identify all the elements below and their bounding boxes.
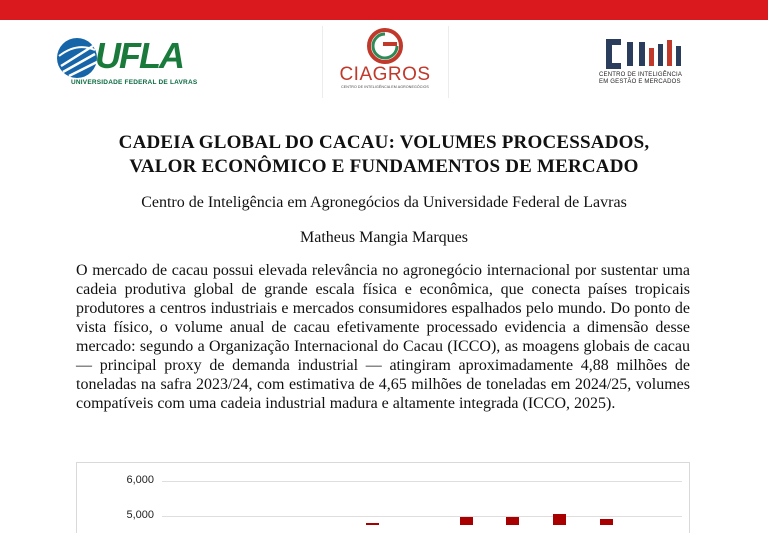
ciagros-wordmark: CIAGROS	[339, 64, 431, 85]
header-divider	[448, 26, 449, 98]
document-author: Matheus Mangia Marques	[300, 229, 468, 246]
ufla-name: UNIVERSIDADE FEDERAL DE LAVRAS	[71, 79, 198, 86]
chart-bar	[600, 519, 613, 525]
title-line-2: VALOR ECONÔMICO E FUNDAMENTOS DE MERCADO	[129, 156, 639, 177]
ufla-wordmark: UFLA	[95, 35, 183, 76]
document-title	[60, 131, 708, 179]
body-paragraph: O mercado de cacau possui elevada relevância no agronegócio internacional por sustentar uma cadeia produtiva global de grande escala física e econômica, que conecta países tropicais produtores a centros industriais e mercados consumidores espalhados pelo mundo. Do ponto de vista físico, o volume anual de cacau efetivamente processado evidencia a dimensão desse mercado: segundo a Organização Internacional do Cacau (ICCO), as moagens globais de cacau — principal proxy de demanda industrial — atingiram aproximadamente 4,88 milhões de toneladas na safra 2023/24, com estimativa de 4,65 milhões de toneladas em 2024/25, volumes compatíveis com uma cadeia industrial madura e altamente integrada (ICCO, 2025).	[76, 262, 690, 412]
ciagros-logo	[330, 28, 440, 92]
chart-bar	[553, 514, 566, 525]
cim-subtitle	[599, 72, 682, 86]
cim-subtitle-line1: CENTRO DE INTELIGÊNCIA	[599, 72, 683, 78]
header-divider	[322, 26, 323, 98]
chart-bar	[506, 517, 519, 525]
chart-bar	[460, 517, 473, 525]
cim-subtitle-line2: EM GESTÃO E MERCADOS	[599, 79, 681, 85]
ciagros-subtitle: CENTRO DE INTELIGÊNCIA EM AGRONEGÓCIOS	[341, 85, 429, 89]
document-subtitle: Centro de Inteligência em Agronegócios da Universidade Federal de Lavras	[141, 194, 627, 211]
chart-frame	[76, 462, 690, 533]
chart-bar	[366, 523, 379, 525]
cim-logo	[595, 38, 695, 88]
title-line-1: CADEIA GLOBAL DO CACAU: VOLUMES PROCESSADOS,	[118, 132, 650, 153]
y-tick-label: 5,000	[126, 509, 154, 521]
ufla-logo	[55, 35, 198, 88]
cim-emblem-icon	[603, 38, 693, 70]
ciagros-emblem-icon	[365, 28, 405, 64]
gridline	[162, 516, 682, 517]
gridline	[162, 481, 682, 482]
ufla-globe-icon	[55, 36, 99, 80]
top-red-bar	[0, 0, 768, 20]
y-tick-label: 6,000	[126, 474, 154, 486]
